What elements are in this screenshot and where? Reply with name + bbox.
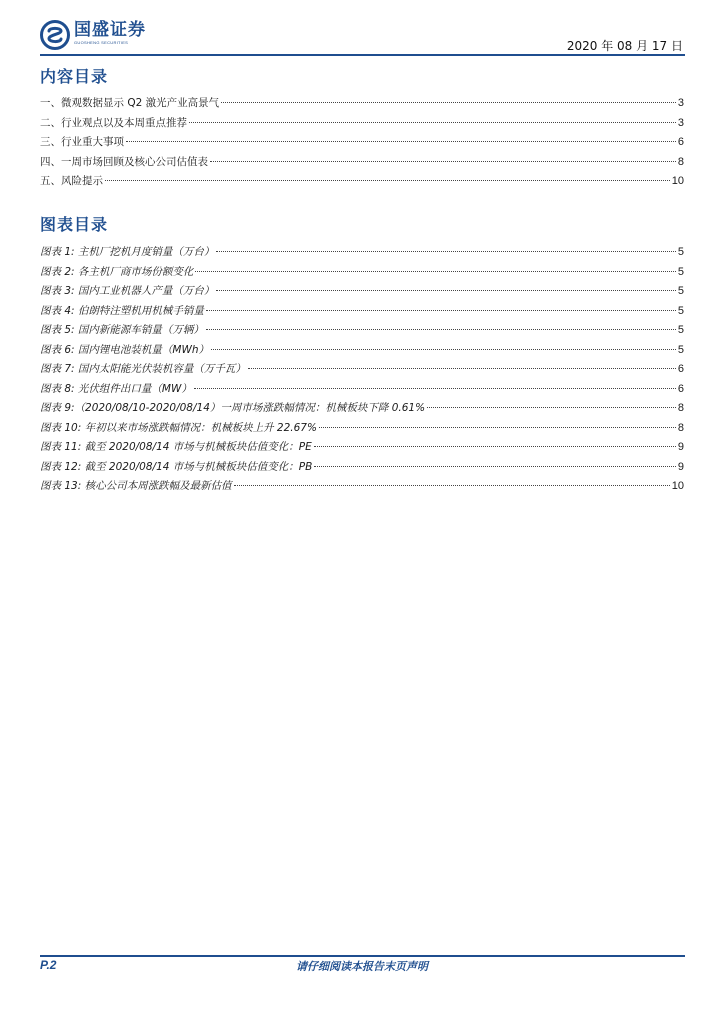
figures-title: 图表目录 xyxy=(40,215,109,234)
logo-icon xyxy=(40,20,70,50)
figure-entry[interactable] xyxy=(40,244,684,264)
figure-entry[interactable] xyxy=(40,361,684,381)
toc-entry-page: 3 xyxy=(677,116,684,129)
logo-en-text: GUOSHENG SECURITIES xyxy=(74,40,129,45)
toc-entry-text: 三、行业重大事项 xyxy=(40,136,124,148)
figure-entry-page: 9 xyxy=(677,441,684,453)
figure-entry-text: 图表 5: 国内新能源车销量（万辆） xyxy=(40,324,204,336)
page-number: P.2 xyxy=(40,958,57,972)
toc-entry[interactable] xyxy=(40,154,684,174)
toc-entry[interactable] xyxy=(40,134,684,154)
leader-dots xyxy=(206,310,676,311)
header-divider xyxy=(40,54,685,56)
toc-entry[interactable] xyxy=(40,95,684,115)
figure-entry-text: 图表 4: 伯朗特注塑机用机械手销量 xyxy=(40,304,204,317)
leader-dots xyxy=(210,161,676,162)
figure-entry-page: 5 xyxy=(677,343,684,356)
leader-dots xyxy=(194,388,676,389)
figure-entry-text: 图表 8: 光伏组件出口量（MW） xyxy=(40,382,192,395)
figure-entry-text: 图表 12: 截至 2020/08/14 市场与机械板块估值变化：PB xyxy=(40,460,313,473)
figure-entry-page: 6 xyxy=(677,363,684,375)
leader-dots xyxy=(221,102,676,103)
figure-entry[interactable] xyxy=(40,342,684,362)
toc-entry[interactable] xyxy=(40,115,684,135)
toc-entry-text: 五、风险提示 xyxy=(40,175,103,187)
figure-entry[interactable] xyxy=(40,400,684,420)
contents-title: 内容目录 xyxy=(40,67,109,86)
figure-entry[interactable] xyxy=(40,283,684,303)
leader-dots xyxy=(195,271,675,272)
figure-entry[interactable] xyxy=(40,478,684,498)
figure-entry[interactable] xyxy=(40,303,684,323)
figure-entry[interactable] xyxy=(40,264,684,284)
figure-entry-page: 9 xyxy=(677,460,684,473)
leader-dots xyxy=(189,122,676,123)
figures-list xyxy=(40,244,684,498)
footer-disclaimer: 请仔细阅读本报告末页声明 xyxy=(296,960,428,973)
figure-entry-page: 5 xyxy=(677,324,684,336)
logo-cn-text: 国盛证券 xyxy=(74,20,146,40)
leader-dots xyxy=(105,180,670,181)
report-date: 2020 年 08 月 17 日 xyxy=(566,39,683,53)
leader-dots xyxy=(206,329,676,330)
toc-entry-text: 二、行业观点以及本周重点推荐 xyxy=(40,116,187,129)
toc-entry-page: 8 xyxy=(677,155,684,168)
figure-entry-text: 图表 3: 国内工业机器人产量（万台） xyxy=(40,285,215,297)
leader-dots xyxy=(314,466,676,467)
leader-dots xyxy=(427,407,676,408)
footer-divider xyxy=(40,955,685,957)
figure-entry[interactable] xyxy=(40,439,684,459)
toc-entry-text: 四、一周市场回顾及核心公司估值表 xyxy=(40,155,208,168)
toc-entry[interactable] xyxy=(40,173,684,193)
figure-entry-text: 图表 6: 国内锂电池装机量（MWh） xyxy=(40,343,209,356)
leader-dots xyxy=(234,485,670,486)
toc-entry-page: 10 xyxy=(671,175,684,187)
leader-dots xyxy=(216,290,675,291)
figure-entry-page: 5 xyxy=(677,285,684,297)
figure-entry[interactable] xyxy=(40,459,684,479)
contents-list xyxy=(40,95,684,193)
company-logo xyxy=(40,20,146,54)
toc-entry-page: 6 xyxy=(677,136,684,148)
toc-entry-page: 3 xyxy=(677,97,684,109)
figure-entry-text: 图表 2: 各主机厂商市场份额变化 xyxy=(40,265,194,278)
figure-entry[interactable] xyxy=(40,381,684,401)
leader-dots xyxy=(216,251,675,252)
figure-entry-page: 5 xyxy=(677,304,684,317)
figure-entry-text: 图表 1: 主机厂挖机月度销量（万台） xyxy=(40,246,215,258)
figure-entry-text: 图表 9:（2020/08/10-2020/08/14）一周市场涨跌幅情况：机械板块下降 0.61% xyxy=(40,402,426,414)
figure-entry-page: 10 xyxy=(671,480,684,492)
leader-dots xyxy=(319,427,676,428)
figure-entry-text: 图表 10: 年初以来市场涨跌幅情况：机械板块上升 22.67% xyxy=(40,421,317,434)
figure-entry[interactable] xyxy=(40,322,684,342)
figure-entry-page: 8 xyxy=(677,421,684,434)
figure-entry-text: 图表 7: 国内太阳能光伏装机容量（万千瓦） xyxy=(40,363,246,375)
figure-entry-text: 图表 11: 截至 2020/08/14 市场与机械板块估值变化：PE xyxy=(40,441,312,453)
leader-dots xyxy=(211,349,676,350)
page-header xyxy=(40,18,685,56)
figure-entry-text: 图表 13: 核心公司本周涨跌幅及最新估值 xyxy=(40,480,232,492)
figure-entry-page: 6 xyxy=(677,382,684,395)
leader-dots xyxy=(248,368,676,369)
toc-entry-text: 一、微观数据显示 Q2 激光产业高景气 xyxy=(40,97,220,109)
figure-entry[interactable] xyxy=(40,420,684,440)
figure-entry-page: 5 xyxy=(677,265,684,278)
leader-dots xyxy=(126,141,676,142)
leader-dots xyxy=(314,446,676,447)
figure-entry-page: 8 xyxy=(677,402,684,414)
figure-entry-page: 5 xyxy=(677,246,684,258)
